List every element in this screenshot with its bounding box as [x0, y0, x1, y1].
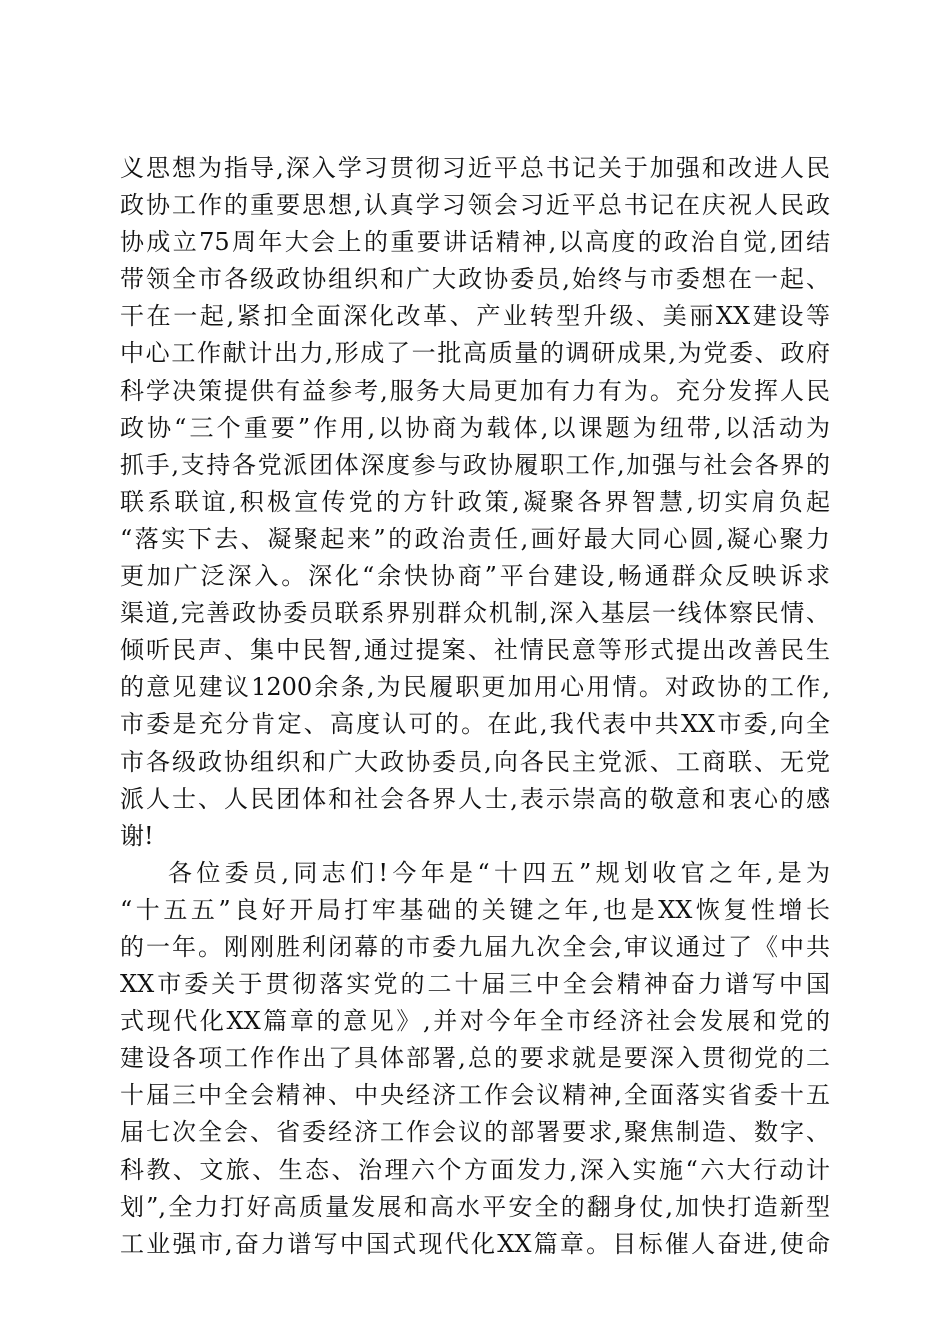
- text-line: XX市委关于贯彻落实党的二十届三中全会精神奋力谱写中国: [120, 970, 830, 999]
- paragraph-first-line: 各位委员,同志们!今年是“十四五”规划收官之年,是为: [168, 858, 830, 887]
- text-line: 协成立75周年大会上的重要讲话精神,以高度的政治自觉,团结: [120, 228, 830, 257]
- text-line: 市各级政协组织和广大政协委员,向各民主党派、工商联、无党: [120, 747, 830, 776]
- paragraph-end-line: 谢!: [120, 821, 154, 850]
- text-line: “落实下去、凝聚起来”的政治责任,画好最大同心圆,凝心聚力: [120, 524, 830, 553]
- text-line: 科教、文旅、生态、治理六个方面发力,深入实施“六大行动计: [120, 1155, 830, 1184]
- text-line: 更加广泛深入。深化“余快协商”平台建设,畅通群众反映诉求: [120, 562, 830, 591]
- text-line: 政协“三个重要”作用,以协商为载体,以课题为纽带,以活动为: [120, 413, 830, 442]
- text-line: “十五五”良好开局打牢基础的关键之年,也是XX恢复性增长: [120, 895, 830, 924]
- text-line: 政协工作的重要思想,认真学习领会习近平总书记在庆祝人民政: [120, 191, 830, 220]
- text-line: 渠道,完善政协委员联系界别群众机制,深入基层一线体察民情、: [120, 599, 830, 628]
- body-text: [120, 150, 830, 1263]
- text-line: 带领全市各级政协组织和广大政协委员,始终与市委想在一起、: [120, 265, 830, 294]
- text-line: 科学决策提供有益参考,服务大局更加有力有为。充分发挥人民: [120, 376, 830, 405]
- text-line: 倾听民声、集中民智,通过提案、社情民意等形式提出改善民生: [120, 636, 830, 665]
- text-line: 划”,全力打好高质量发展和高水平安全的翻身仗,加快打造新型: [120, 1192, 830, 1221]
- text-line: 抓手,支持各党派团体深度参与政协履职工作,加强与社会各界的: [120, 450, 830, 479]
- text-line: 派人士、人民团体和社会各界人士,表示崇高的敬意和衷心的感: [120, 784, 830, 813]
- text-line: 义思想为指导,深入学习贯彻习近平总书记关于加强和改进人民: [120, 154, 830, 182]
- text-line: 十届三中全会精神、中央经济工作会议精神,全面落实省委十五: [120, 1081, 830, 1110]
- text-line: 式现代化XX篇章的意见》,并对今年全市经济社会发展和党的: [120, 1007, 830, 1036]
- text-line: 建设各项工作作出了具体部署,总的要求就是要深入贯彻党的二: [120, 1044, 830, 1073]
- text-line: 中心工作献计出力,形成了一批高质量的调研成果,为党委、政府: [120, 339, 830, 368]
- text-line: 工业强市,奋力谱写中国式现代化XX篇章。目标催人奋进,使命: [120, 1229, 830, 1258]
- text-line: 市委是充分肯定、高度认可的。在此,我代表中共XX市委,向全: [120, 710, 830, 739]
- text-line: 届七次全会、省委经济工作会议的部署要求,聚焦制造、数字、: [120, 1118, 830, 1147]
- text-line: 干在一起,紧扣全面深化改革、产业转型升级、美丽XX建设等: [120, 302, 830, 331]
- text-line: 的意见建议1200余条,为民履职更加用心用情。对政协的工作,: [120, 673, 830, 702]
- text-line: 的一年。刚刚胜利闭幕的市委九届九次全会,审议通过了《中共: [120, 932, 830, 961]
- text-line: 联系联谊,积极宣传党的方针政策,凝聚各界智慧,切实肩负起: [120, 487, 830, 516]
